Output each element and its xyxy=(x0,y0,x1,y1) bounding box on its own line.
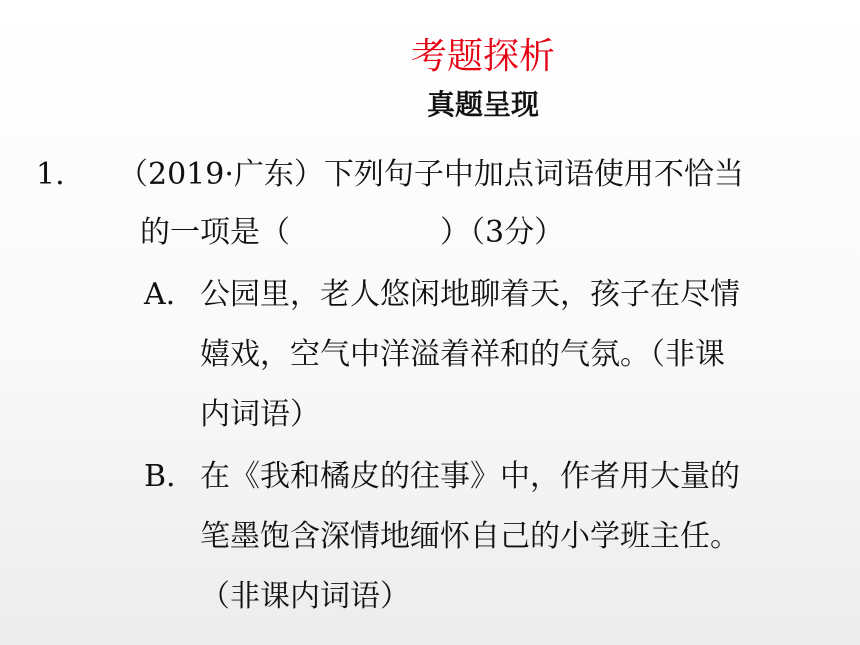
option-b-line-2: 笔墨饱含深情地缅怀自己的小学班主任。 xyxy=(200,519,740,554)
option-a-line-3: 内词语） xyxy=(200,397,320,432)
option-b-line-3: （非课内词语） xyxy=(200,579,410,614)
option-a-letter: A. xyxy=(144,277,176,312)
section-subtitle: 真题呈现 xyxy=(426,88,539,121)
question-number: 1. xyxy=(36,157,65,192)
page-title: 考题探析 xyxy=(410,36,555,77)
option-a-line-2: 嬉戏，空气中洋溢着祥和的气氛。（非课 xyxy=(200,337,725,372)
option-a-line-1: 公园里，老人悠闲地聊着天，孩子在尽情 xyxy=(200,277,740,312)
question-stem-line-1: （2019·广东）下列句子中加点词语使用不恰当 xyxy=(118,157,744,192)
question-stem-line-2: 的一项是（ ）（3分） xyxy=(140,215,565,250)
option-b-letter: B. xyxy=(144,459,176,494)
option-b-line-1: 在《我和橘皮的往事》中，作者用大量的 xyxy=(200,459,740,494)
